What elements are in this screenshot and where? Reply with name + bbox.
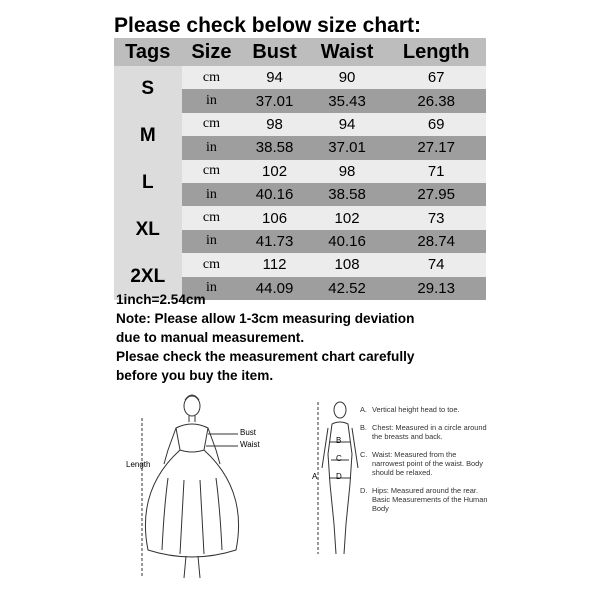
length-cell: 27.17	[386, 136, 486, 159]
bust-cell: 41.73	[241, 230, 307, 253]
waist-cell: 90	[308, 66, 387, 89]
header-waist: Waist	[308, 38, 387, 66]
bust-cell: 106	[241, 206, 307, 229]
check-chart-note-cont: before you buy the item.	[116, 368, 274, 383]
table-row	[114, 113, 486, 136]
waist-cell: 102	[308, 206, 387, 229]
waist-cell: 108	[308, 253, 387, 276]
body-figure	[312, 398, 362, 558]
waist-cell: 42.52	[308, 277, 387, 300]
legend-text: Chest: Measured in a circle around the breasts and back.	[372, 423, 487, 441]
length-cell: 71	[386, 160, 486, 183]
size-tag: 2XL	[114, 253, 182, 300]
table-row	[114, 206, 486, 229]
unit-cell: cm	[182, 206, 242, 229]
size-table	[114, 38, 486, 300]
bust-cell: 38.58	[241, 136, 307, 159]
mark-a: A	[312, 472, 318, 481]
dress-illustration	[128, 388, 278, 588]
mark-c: C	[336, 454, 342, 463]
measurement-legend	[360, 405, 490, 522]
legend-key: C.	[360, 450, 368, 459]
header-length: Length	[386, 38, 486, 66]
length-cell: 69	[386, 113, 486, 136]
length-cell: 74	[386, 253, 486, 276]
bust-label: Bust	[240, 428, 257, 437]
length-label: Length	[126, 460, 151, 469]
unit-cell: in	[182, 136, 242, 159]
bust-cell: 94	[241, 66, 307, 89]
length-cell: 26.38	[386, 89, 486, 112]
measurement-notes	[116, 290, 496, 385]
legend-key: B.	[360, 423, 367, 432]
unit-cell: in	[182, 89, 242, 112]
dress-figure	[128, 388, 278, 588]
header-tags: Tags	[114, 38, 182, 66]
waist-cell: 35.43	[308, 89, 387, 112]
unit-cell: cm	[182, 160, 242, 183]
unit-cell: cm	[182, 253, 242, 276]
waist-cell: 94	[308, 113, 387, 136]
bust-cell: 98	[241, 113, 307, 136]
waist-cell: 40.16	[308, 230, 387, 253]
legend-item	[360, 423, 490, 441]
legend-item	[360, 486, 490, 513]
header-bust: Bust	[241, 38, 307, 66]
unit-cell: cm	[182, 66, 242, 89]
waist-cell: 37.01	[308, 136, 387, 159]
mark-d: D	[336, 472, 342, 481]
unit-cell: in	[182, 277, 242, 300]
length-cell: 67	[386, 66, 486, 89]
length-cell: 27.95	[386, 183, 486, 206]
length-cell: 73	[386, 206, 486, 229]
unit-cell: in	[182, 230, 242, 253]
table-row	[114, 66, 486, 89]
waist-label: Waist	[240, 440, 260, 449]
bust-cell: 40.16	[241, 183, 307, 206]
check-chart-note: Plesae check the measurement chart carefully	[116, 349, 415, 364]
unit-cell: cm	[182, 113, 242, 136]
size-tag: XL	[114, 206, 182, 253]
bust-cell: 112	[241, 253, 307, 276]
size-tag: M	[114, 113, 182, 160]
waist-cell: 98	[308, 160, 387, 183]
bust-cell: 102	[241, 160, 307, 183]
unit-cell: in	[182, 183, 242, 206]
legend-text: Waist: Measured from the narrowest point of the waist. Body should be relaxed.	[372, 450, 483, 477]
length-cell: 28.74	[386, 230, 486, 253]
legend-item	[360, 405, 490, 414]
waist-cell: 38.58	[308, 183, 387, 206]
table-row	[114, 253, 486, 276]
table-header-row	[114, 38, 486, 66]
deviation-note: Note: Please allow 1-3cm measuring deviation	[116, 311, 415, 326]
conversion-note: 1inch=2.54cm	[116, 292, 206, 307]
deviation-note-cont: due to manual measurement.	[116, 330, 305, 345]
legend-key: D.	[360, 486, 368, 495]
length-cell: 29.13	[386, 277, 486, 300]
legend-item	[360, 450, 490, 477]
bust-cell: 37.01	[241, 89, 307, 112]
mark-b: B	[336, 436, 342, 445]
size-tag: S	[114, 66, 182, 113]
header-size: Size	[182, 38, 242, 66]
legend-key: A.	[360, 405, 367, 414]
legend-text: Hips: Measured around the rear. Basic Measurements of the Human Body	[372, 486, 488, 513]
table-row	[114, 160, 486, 183]
size-chart-title: Please check below size chart:	[114, 14, 421, 37]
size-tag: L	[114, 160, 182, 207]
legend-text: Vertical height head to toe.	[372, 405, 460, 414]
bust-cell: 44.09	[241, 277, 307, 300]
